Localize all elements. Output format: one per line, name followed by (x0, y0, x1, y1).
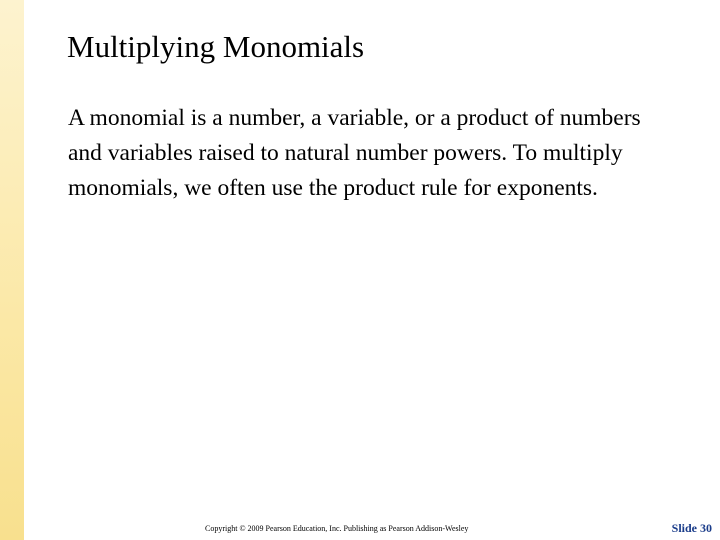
slide-title: Multiplying Monomials (67, 29, 365, 64)
slide-body-text: A monomial is a number, a variable, or a product of numbers and variables raised to natural number powers. To multiply monomials, we often use the product rule for exponents. (68, 105, 641, 201)
slide-number: Slide 30 (671, 521, 712, 535)
side-accent-band (0, 0, 24, 540)
footer-copyright: Copyright © 2009 Pearson Education, Inc. Publishing as Pearson Addison-Wesley (205, 524, 469, 533)
